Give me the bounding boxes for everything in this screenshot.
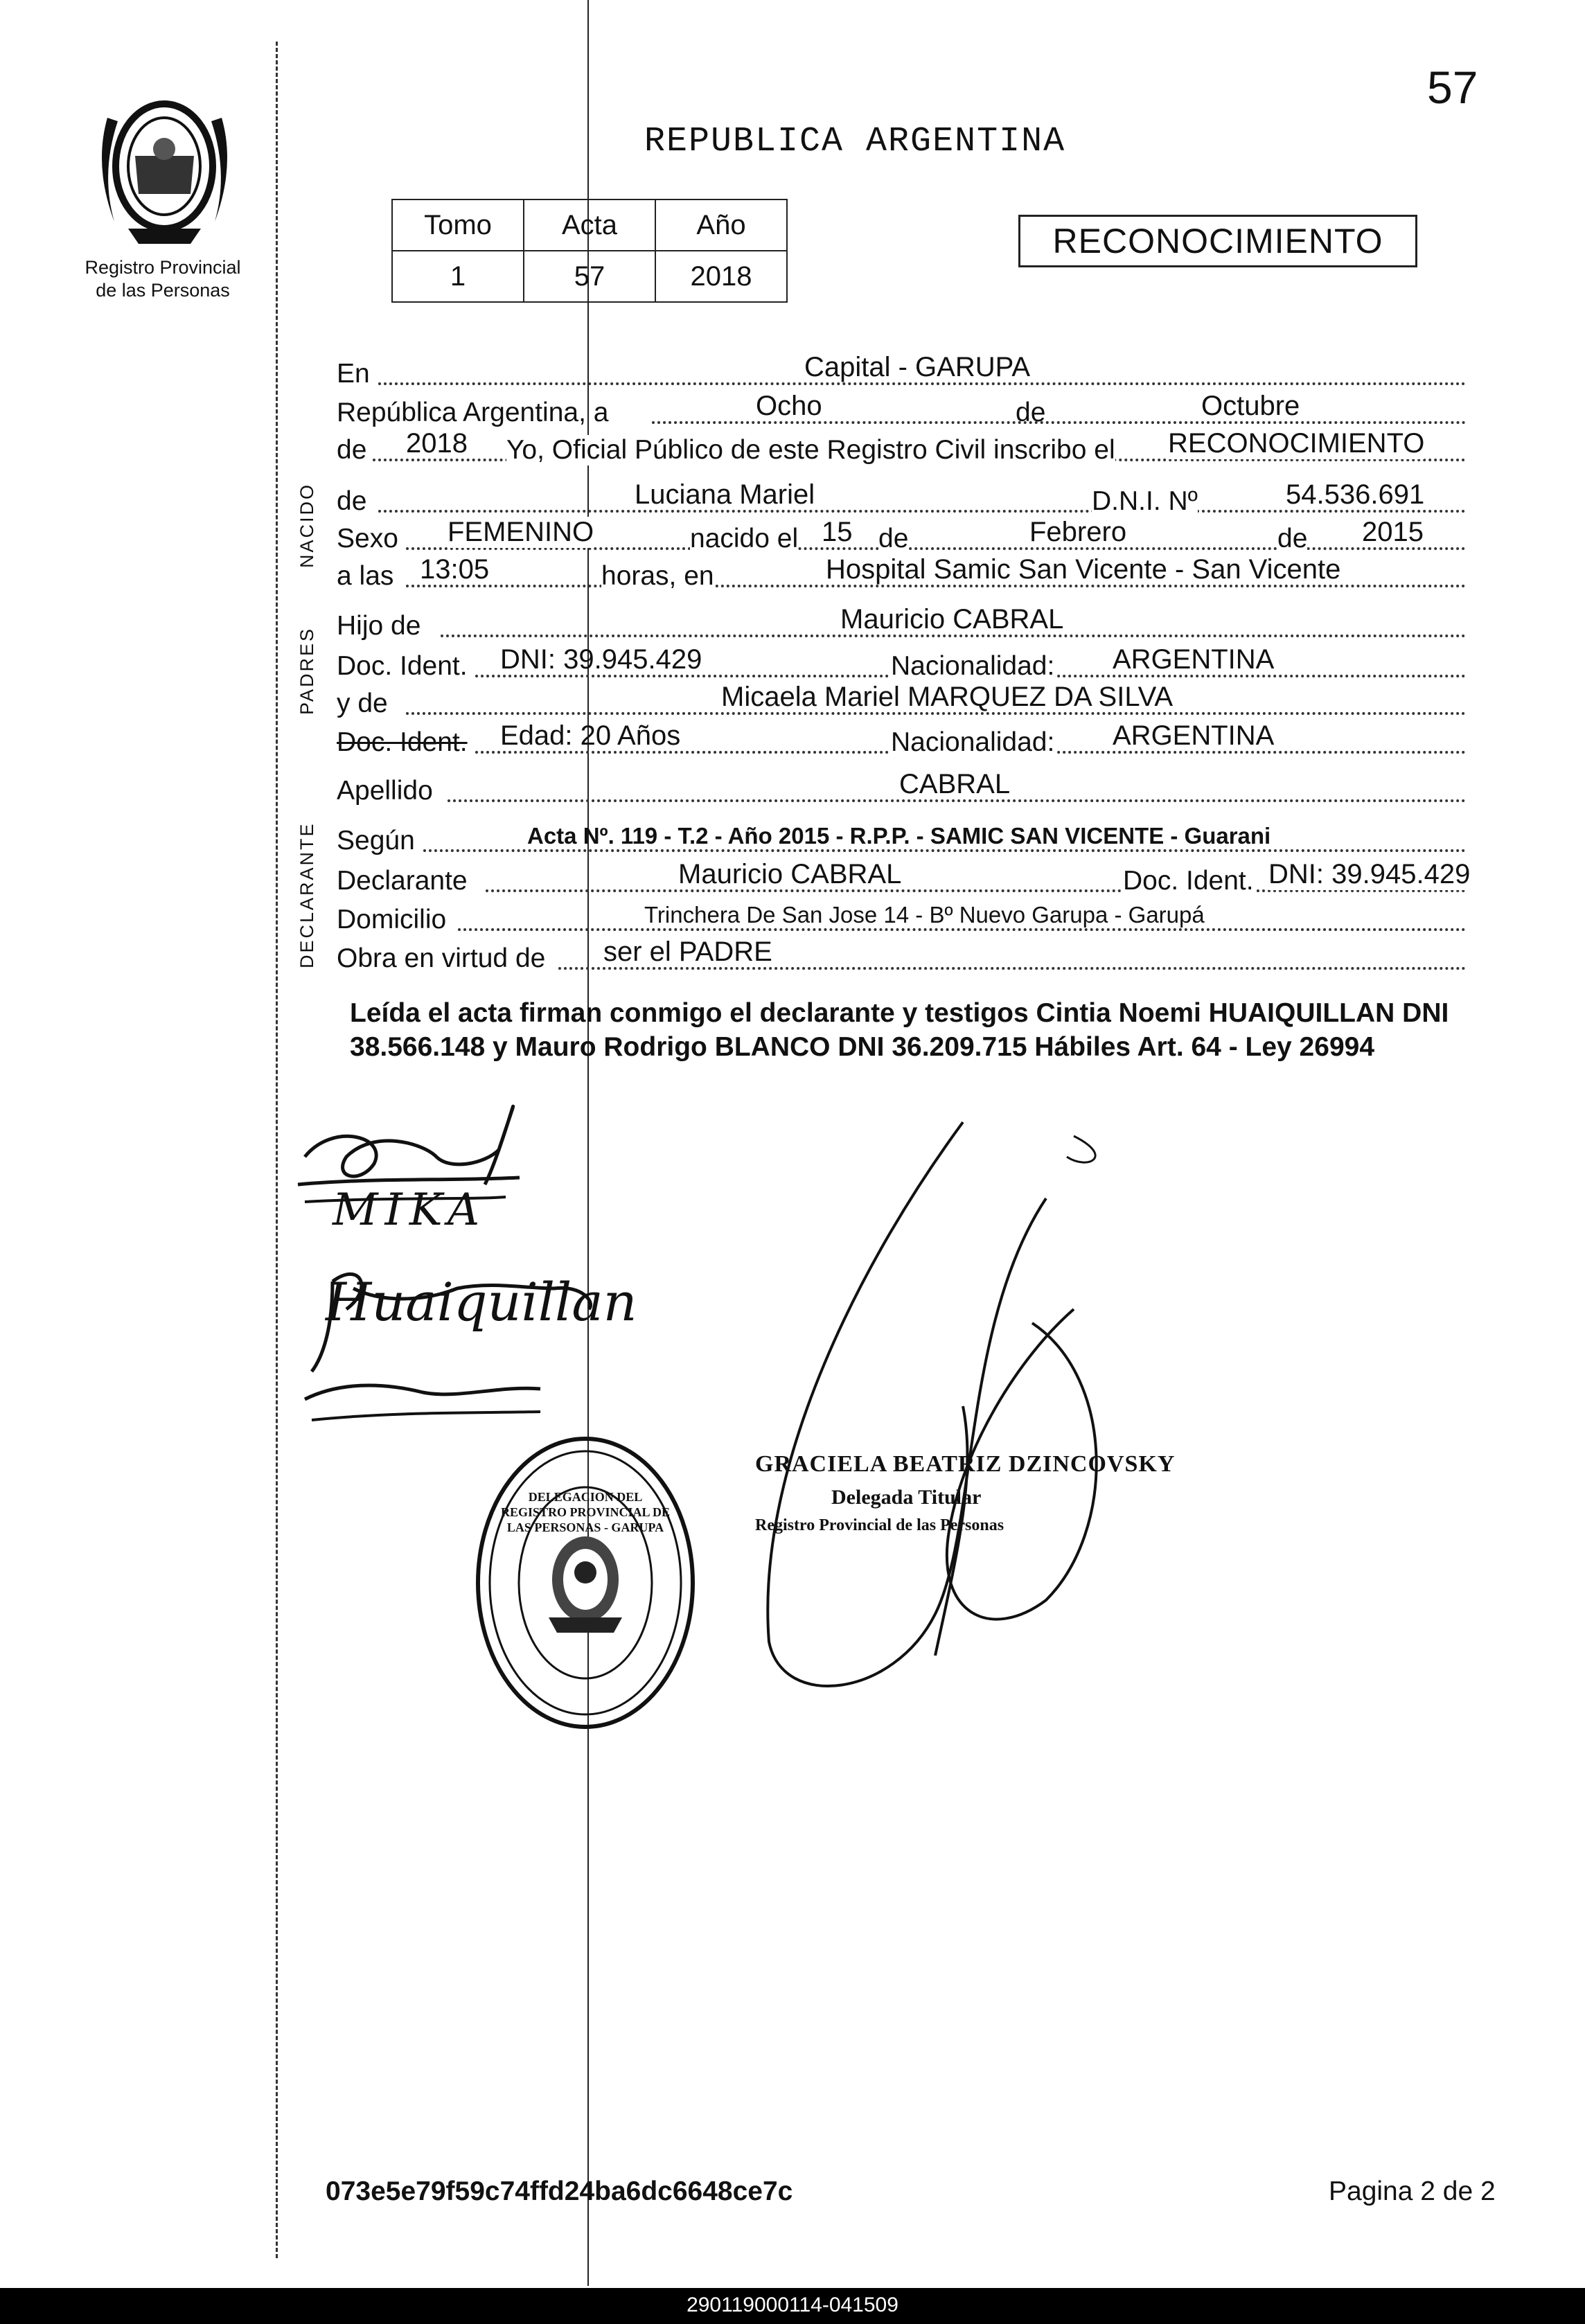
row-oficial (337, 428, 1473, 467)
label-y-de: y de (337, 689, 388, 718)
label-obra: Obra en virtud de (337, 943, 546, 973)
handwritten-name-huaiquillan: Huaiquillan (326, 1271, 637, 1333)
record-table (391, 199, 788, 303)
value-tomo: 1 (392, 251, 524, 302)
round-seal-text: DELEGACION DEL REGISTRO PROVINCIAL DE LAS PERSONAS - GARUPA (500, 1490, 671, 1534)
margin-dashed-line (276, 42, 278, 2258)
registry-name (59, 256, 267, 302)
stamp-official-role: Delegada Titular (831, 1486, 982, 1509)
round-seal-icon (471, 1430, 700, 1735)
value-nac-anio: 2015 (1362, 517, 1424, 547)
stamp-official-name: GRACIELA BEATRIZ DZINCOVSKY (755, 1451, 1176, 1477)
value-nombre: Luciana Mariel (635, 479, 815, 510)
label-apellido: Apellido (337, 776, 433, 806)
section-label-padres: PADRES (296, 626, 317, 715)
label-nac-de1: de (878, 524, 909, 553)
header-anio: Año (655, 199, 787, 251)
value-madre-nac: ARGENTINA (1113, 720, 1275, 751)
value-declarante: Mauricio CABRAL (678, 859, 902, 889)
row-sexo (337, 517, 1473, 556)
value-domicilio: Trinchera De San Jose 14 - Bº Nuevo Garupa - Garupá (644, 902, 1205, 928)
page-number: 57 (1427, 62, 1478, 113)
official-signature (727, 1115, 1143, 1711)
label-domicilio: Domicilio (337, 905, 447, 934)
label-en: En (337, 359, 370, 389)
value-segun: Acta Nº. 119 - T.2 - Año 2015 - R.P.P. - SAMIC SAN VICENTE - Guarani (527, 823, 1271, 849)
label-dni: D.N.I. Nº (1092, 486, 1198, 516)
value-apellido: CABRAL (899, 769, 1011, 799)
label-sexo: Sexo (337, 524, 398, 553)
label-nacido-el: nacido el (690, 524, 799, 553)
label-nacionalidad-madre: Nacionalidad: (891, 727, 1055, 757)
section-label-declarante: DECLARANTE (296, 822, 317, 968)
value-nac-dia: 15 (822, 517, 853, 547)
closing-paragraph: Leída el acta firman conmigo el declarante y testigos Cintia Noemi HUAIQUILLAN DNI 38.566.148 y Mauro Rodrigo BLANCO DNI 36.209.715 Hábiles Art. 64 - Ley 26994 (350, 998, 1449, 1062)
label-oficial-publico: Yo, Oficial Público de este Registro Civil inscribo el (506, 435, 1115, 465)
value-decl-doc: DNI: 39.945.429 (1268, 859, 1471, 889)
value-acta: 57 (524, 251, 655, 302)
label-de-nombre: de (337, 486, 367, 516)
value-obra: ser el PADRE (603, 937, 772, 967)
header-tomo: Tomo (392, 199, 524, 251)
row-apellido (337, 769, 1473, 808)
value-hora: 13:05 (420, 554, 490, 585)
row-madre (337, 682, 1473, 720)
value-padre: Mauricio CABRAL (840, 604, 1064, 635)
barcode-strip (0, 2288, 1585, 2324)
value-nac-mes: Febrero (1029, 517, 1127, 547)
row-padre (337, 604, 1473, 643)
label-a-las: a las (337, 561, 394, 591)
value-madre-doc: Edad: 20 Años (500, 720, 681, 751)
row-domicilio (337, 898, 1473, 937)
document-type-box: RECONOCIMIENTO (1018, 215, 1417, 267)
label-doc-ident: Doc. Ident. (337, 651, 468, 681)
row-declarante (337, 859, 1473, 898)
stamp-official-office: Registro Provincial de las Personas (755, 1516, 1004, 1534)
row-madre-doc (337, 720, 1473, 759)
page-indicator: Pagina 2 de 2 (1329, 2176, 1496, 2206)
official-stamp (755, 1451, 1175, 1535)
dotted-line (458, 928, 1466, 931)
value-padre-doc: DNI: 39.945.429 (500, 644, 702, 675)
value-dni: 54.536.691 (1286, 479, 1425, 510)
label-segun: Según (337, 826, 415, 855)
label-declarante: Declarante (337, 866, 468, 896)
handwritten-signatures (291, 1081, 720, 1441)
row-obra (337, 937, 1473, 975)
row-en (337, 352, 1473, 391)
country-title: REPUBLICA ARGENTINA (644, 122, 1066, 161)
label-decl-doc: Doc. Ident. (1123, 866, 1254, 896)
label-nacionalidad: Nacionalidad: (891, 651, 1055, 681)
value-padre-nac: ARGENTINA (1113, 644, 1275, 675)
row-padre-doc (337, 644, 1473, 683)
label-horas-en: horas, en (601, 561, 714, 591)
value-anio: 2018 (655, 251, 787, 302)
provincial-coat-of-arms-icon (87, 90, 242, 253)
value-dia: Ocho (756, 391, 822, 421)
label-de-anio: de (337, 435, 367, 465)
section-label-nacido: NACIDO (296, 482, 317, 568)
row-fecha (337, 391, 1473, 429)
label-doc-ident-struck: Doc. Ident. (337, 727, 468, 757)
handwritten-name-mika: MIKA (333, 1185, 487, 1236)
registry-line1: Registro Provincial (85, 257, 241, 278)
value-inscripcion: RECONOCIMIENTO (1168, 428, 1425, 459)
barcode-id: 290119000114-041509 (687, 2294, 898, 2316)
value-en: Capital - GARUPA (804, 352, 1031, 382)
header-acta: Acta (524, 199, 655, 251)
value-madre: Micaela Mariel MARQUEZ DA SILVA (721, 682, 1174, 712)
value-sexo: FEMENINO (448, 517, 594, 547)
label-hijo-de: Hijo de (337, 611, 421, 641)
registry-line2: de las Personas (96, 280, 230, 301)
label-republica: República Argentina, a (337, 398, 609, 427)
value-lugar: Hospital Samic San Vicente - San Vicente (826, 554, 1341, 585)
value-mes: Octubre (1201, 391, 1300, 421)
label-nac-de2: de (1277, 524, 1308, 553)
row-nombre (337, 479, 1473, 518)
row-segun (337, 819, 1473, 858)
label-de-mes: de (1016, 398, 1046, 427)
row-hora (337, 554, 1473, 593)
document-hash: 073e5e79f59c74ffd24ba6dc6648ce7c (326, 2176, 793, 2206)
value-anio-inscripcion: 2018 (406, 428, 468, 459)
dotted-line (423, 849, 1466, 852)
